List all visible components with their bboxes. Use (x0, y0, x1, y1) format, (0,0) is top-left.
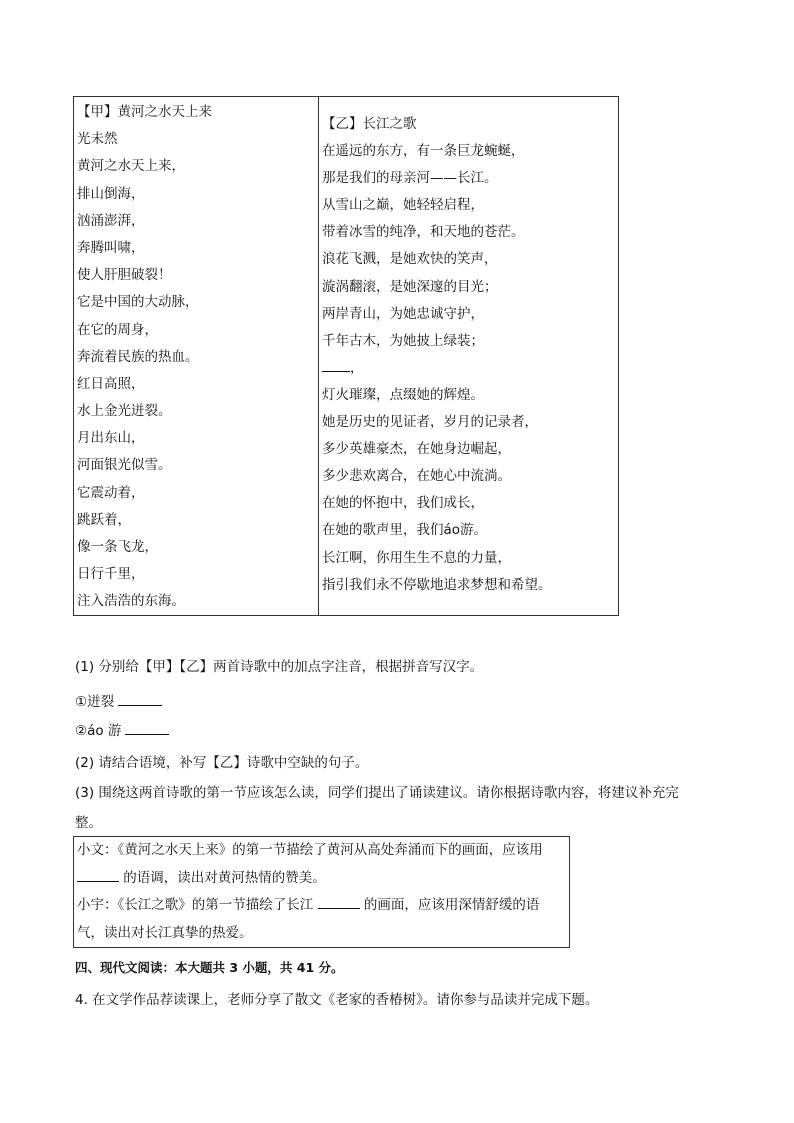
question-4: 4. 在文学作品荐读课上，老师分享了散文《老家的香椿树》。请你参与品读并完成下题。 (75, 992, 599, 1008)
poem-yi-line: 千年古木，为她披上绿装； (322, 332, 484, 349)
question-1-item-a (75, 690, 162, 710)
suggestion-xiaowen-line-2 (77, 865, 569, 893)
answer-blank[interactable] (77, 869, 119, 882)
poem-jia-line: 跳跃着， (77, 511, 131, 528)
poem-yi-line: 在遥远的东方，有一条巨龙蜿蜒， (322, 143, 525, 160)
answer-blank[interactable] (118, 693, 162, 706)
poem-jia-line: 月出东山， (77, 430, 145, 447)
section-heading: 四、现代文阅读：本大题共 3 小题，共 41 分。 (75, 960, 344, 975)
question-1-item-a-label: ①迸裂 (75, 694, 115, 710)
poem-jia-column (74, 97, 319, 615)
poem-yi-missing-line (322, 355, 618, 382)
question-1: (1) 分别给【甲】【乙】两首诗歌中的加点字注音，根据拼音写汉字。 (75, 659, 484, 675)
question-1-item-b-label: ②áo 游 (75, 723, 122, 739)
poem-jia-line: 黄河之水天上来， (77, 158, 185, 175)
poem-yi-line: 多少悲欢离合，在她心中流淌。 (322, 468, 511, 485)
poem-yi-line: 带着冰雪的纯净，和天地的苍茫。 (322, 224, 525, 241)
suggestion-box (73, 836, 570, 948)
suggestion-xiaoyu-text-b: 的画面，应该用深情舒缓的语 (363, 897, 540, 913)
poem-yi-line: 在她的怀抱中，我们成长， (322, 495, 484, 512)
answer-blank[interactable] (318, 896, 360, 909)
poem-jia-line: 它是中国的大动脉， (77, 294, 199, 311)
poem-yi-line: 那是我们的母亲河——长江。 (322, 170, 498, 187)
poem-jia-line: 奔流着民族的热血。 (77, 348, 199, 365)
poem-jia-line: 日行千里， (77, 566, 145, 583)
question-3-line-1: (3) 围绕这两首诗歌的第一节应该怎么读，同学们提出了诵读建议。请你根据诗歌内容，将建议补充完 (75, 785, 679, 801)
poem-yi-line: 从雪山之巅，她轻轻启程， (322, 197, 484, 214)
answer-blank[interactable] (125, 722, 169, 735)
poem-jia-line: 它震动着， (77, 484, 145, 501)
poem-yi-line: 灯火璀璨，点缀她的辉煌。 (322, 386, 484, 403)
poem-jia-line: 在它的周身， (77, 321, 158, 338)
question-3-line-2: 整。 (75, 815, 102, 831)
poem-jia-line: 排山倒海， (77, 185, 145, 202)
poem-jia-line: 注入浩浩的东海。 (77, 593, 185, 610)
poem-yi-line: 漩涡翻滚，是她深邃的目光； (322, 278, 498, 295)
poem-jia-line: 汹涌澎湃， (77, 212, 145, 229)
poem-yi-missing-line-suffix: ， (350, 359, 364, 376)
poem-table (73, 96, 619, 616)
answer-blank[interactable] (322, 358, 350, 372)
poem-yi-line: 指引我们永不停歇地追求梦想和希望。 (322, 576, 552, 593)
poem-yi-line: 两岸青山，为她忠诚守护， (322, 305, 484, 322)
question-2: (2) 请结合语境，补写【乙】诗歌中空缺的句子。 (75, 755, 369, 771)
poem-yi-line: 她是历史的见证者，岁月的记录者， (322, 414, 538, 431)
poem-jia-line: 红日高照， (77, 375, 145, 392)
poem-yi-column (319, 97, 618, 615)
suggestion-xiaoyu-line-2: 气，读出对长江真挚的热爱。 (77, 924, 253, 941)
poem-yi-line: 浪花飞溅，是她欢快的笑声， (322, 251, 498, 268)
poem-yi-line: 多少英雄豪杰，在她身边崛起， (322, 441, 511, 458)
suggestion-xiaoyu-line-1 (77, 892, 569, 920)
poem-jia-line: 河面银光似雪。 (77, 457, 172, 474)
poem-jia-line: 像一条飞龙， (77, 539, 158, 555)
poem-jia-line: 奔腾叫啸， (77, 239, 145, 256)
poem-yi-line: 在她的歌声里，我们áo游。 (322, 522, 488, 539)
suggestion-xiaowen-text: 的语调，读出对黄河热情的赞美。 (123, 869, 326, 886)
poem-jia-line: 【甲】黄河之水天上来 (77, 104, 212, 120)
poem-yi-line: 【乙】长江之歌 (322, 116, 417, 132)
poem-jia-line: 水上金光迸裂。 (77, 403, 172, 420)
question-1-item-b (75, 719, 169, 739)
poem-yi-line: 长江啊，你用生生不息的力量， (322, 549, 511, 566)
suggestion-xiaowen-line-1: 小文：《黄河之水天上来》的第一节描绘了黄河从高处奔涌而下的画面，应该用 (77, 842, 543, 858)
poem-jia-line: 使人肝胆破裂！ (77, 267, 172, 284)
suggestion-xiaoyu-text-a: 小宇：《长江之歌》的第一节描绘了长江 (77, 897, 314, 913)
poem-jia-line: 光未然 (77, 131, 118, 148)
